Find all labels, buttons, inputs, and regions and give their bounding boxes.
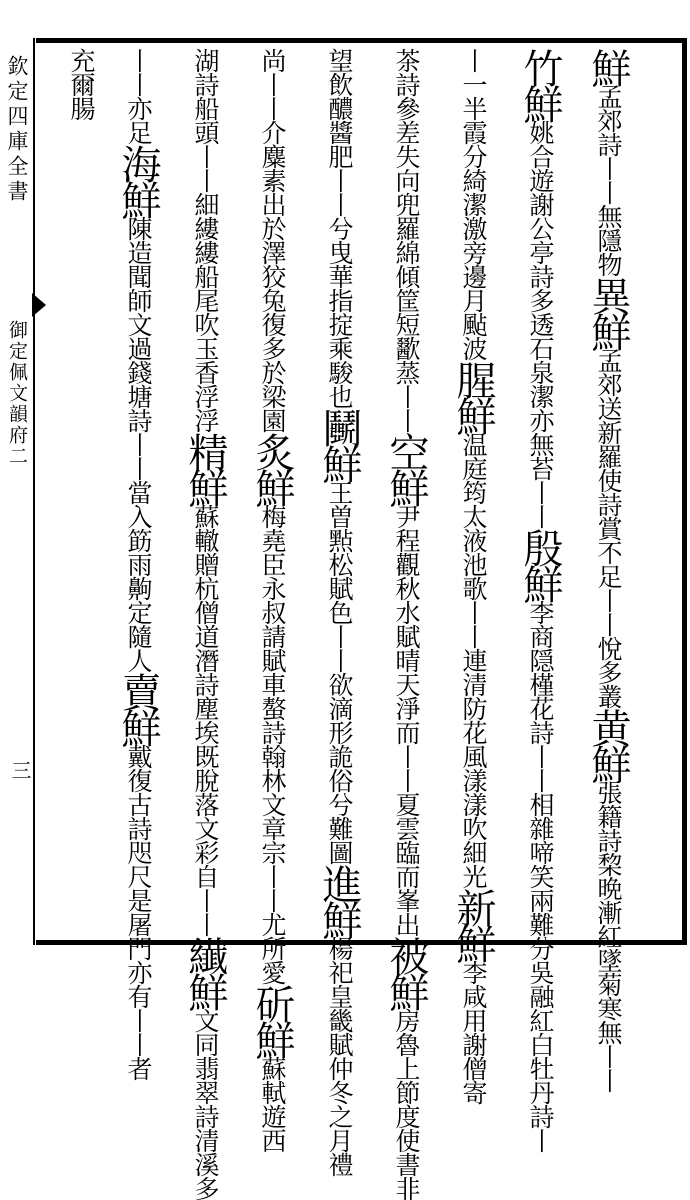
citation-text: 梅堯臣永叔請賦車螯詩翰林文章宗丨丨尤所愛: [258, 504, 287, 984]
citation-text: 温庭筠太液池歌丨丨連清防花風漾漾吹細光: [459, 432, 488, 888]
headword: 被鮮: [383, 936, 429, 1008]
section-volume: 二: [6, 446, 28, 467]
headword: 賣鮮: [115, 672, 161, 744]
citation-text: 充爾腸: [67, 48, 96, 120]
headword: 海鮮: [115, 144, 161, 216]
citation-text: 孟郊詩丨丨無隱物: [594, 84, 623, 276]
citation-text: 尚丨丨介麋素出於澤狡兔復多於梁園: [258, 48, 287, 432]
top-border-rule: [36, 38, 687, 43]
citation-text: 張籍詩棃晩漸紅墜菊寒無丨丨: [594, 780, 623, 1092]
citation-text: 文同翡翠詩清溪多: [191, 1008, 220, 1200]
citation-text: 房魯上節度使書非: [392, 1008, 421, 1200]
text-column-7: [169, 48, 228, 1200]
citation-text: 孟郊送新羅使詩賞不足丨丨悅多叢: [594, 348, 623, 708]
headword: 黄鮮: [585, 708, 631, 780]
citation-text: 蘇轍贈杭僧道潛詩塵埃既脫落文彩自丨丨: [191, 504, 220, 936]
citation-text: 丨一半霞分綺潔激旁邊月颭波: [459, 48, 488, 360]
citation-text: 陳造聞師文過錢塘詩丨丨當入筯雨齁定隨人: [124, 216, 153, 672]
text-column-1: [572, 48, 631, 1092]
headword: 空鮮: [383, 432, 429, 504]
headword: 新鮮: [450, 888, 496, 960]
book-title: 欽定四庫全書: [5, 55, 29, 205]
page-number: 三: [8, 760, 32, 780]
citation-text: 尹程觀秋水賦晴天淨而丨丨夏雲臨而峯出: [392, 504, 421, 936]
text-column-9: [57, 48, 101, 948]
headword: 纎鮮: [182, 936, 228, 1008]
citation-text: 李咸用謝僧寄: [459, 960, 488, 1104]
text-column-6: [236, 48, 295, 1152]
citation-text: 湖詩船頭丨丨細縷縷船尾吹玉香浮浮: [191, 48, 220, 432]
text-column-3: [437, 48, 496, 1104]
text-column-2: [504, 48, 563, 1152]
margin-divider-rule: [33, 38, 35, 945]
text-column-4: [370, 48, 429, 1200]
citation-text: 望飲醲醬肥丨丨兮曳華指掟乘駿也: [325, 48, 354, 408]
citation-text: 丨丨亦足: [124, 48, 153, 144]
right-border-rule: [682, 38, 687, 945]
citation-text: 姚合遊謝公亭詩多透石泉潔亦無苔丨丨: [526, 120, 555, 528]
citation-text: 戴復古詩咫尺是屠門亦有丨丨者: [124, 744, 153, 1080]
headword: 殷鮮: [517, 528, 563, 600]
text-column-8: [102, 48, 161, 1080]
citation-text: 蘇軾遊西: [258, 1056, 287, 1152]
headword: 斫鮮: [249, 984, 295, 1056]
headword: 精鮮: [182, 432, 228, 504]
citation-text: 茶詩參差失向兜羅綿傾筐短歠蒸丨丨: [392, 48, 421, 432]
fish-tail-mark: [32, 293, 46, 317]
citation-text: 王曽㸃松賦色丨丨欲滴形詭俗兮難圖: [325, 480, 354, 864]
section-title-text: 御定佩文韻府: [6, 320, 28, 446]
headword: 異鮮: [585, 276, 631, 348]
text-column-5: [303, 48, 362, 1176]
citation-text: 楊祀皇畿賦仲冬之月禮: [325, 936, 354, 1176]
headword: 竹鮮: [517, 48, 563, 120]
headword: 腥鮮: [450, 360, 496, 432]
section-title: [5, 320, 29, 467]
citation-text: 李商隠槿花詩丨丨相雜啼笑兩難分吳融紅白牡丹詩丨: [526, 600, 555, 1152]
headword: 鮮: [585, 48, 631, 84]
headword: 進鮮: [316, 864, 362, 936]
headword: 炙鮮: [249, 432, 295, 504]
headword: 鬭鮮: [316, 408, 362, 480]
